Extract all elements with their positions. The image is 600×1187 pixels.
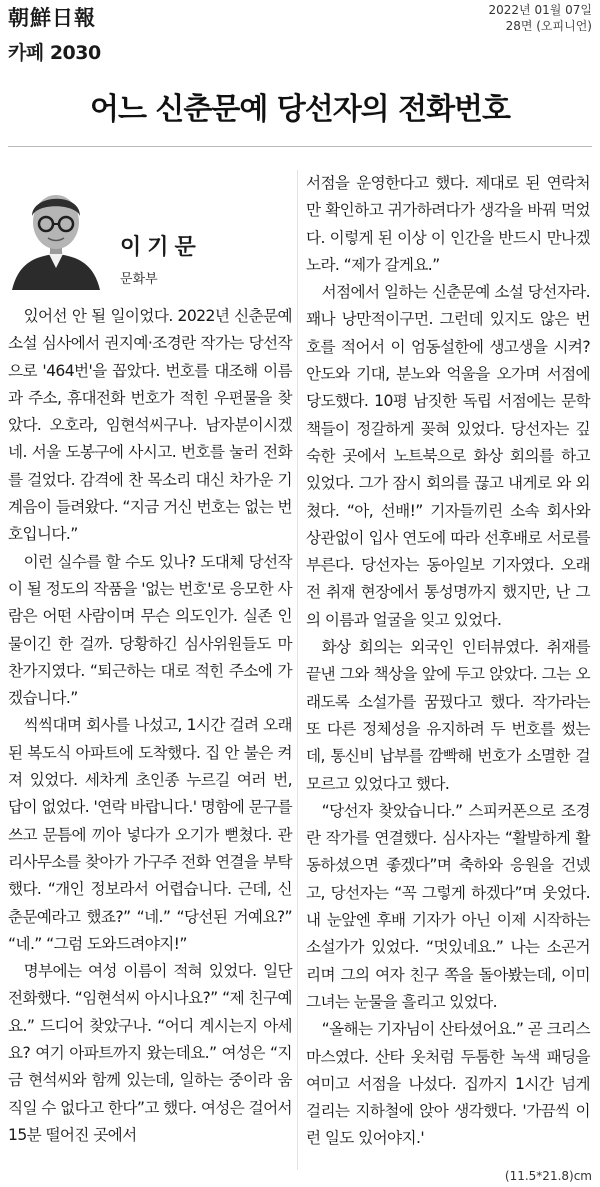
page-number: 28면 (오피니언) [505, 19, 592, 33]
body-paragraph: 명부에는 여성 이름이 적혀 있었다. 일단 전화했다. “임현석씨 아시나요?” “제 친구예요.” 드디어 찾았구나. “어디 계시는지 아세요? 여기 아파트까지 왔는데요.” 여성은 “지금 현석씨와 함께 있는데, 일하는 중이라 움직일 수 없다고 한다”고 했다. 여성은 걸어서 15분 떨어진 곳에서 [8, 962, 292, 1144]
author-byline [8, 176, 286, 292]
publication-date: 2022년 01월 07일 [488, 3, 592, 17]
body-paragraph: 서점을 운영한다고 했다. 제대로 된 연락처만 확인하고 귀가하려다가 생각을 바꿔 먹었다. 이렇게 된 이상 이 인간을 반드시 만나겠노라. “제가 갈게요.” [306, 174, 590, 274]
column-section-name: 카페 2030 [8, 42, 101, 64]
article-body-left-column [8, 303, 292, 1149]
dateline [489, 2, 592, 34]
body-paragraph: 있어선 안 될 일이었다. 2022년 신춘문예 소설 심사에서 권지예·조경란 작가는 당선작으로 '464번'을 꼽았다. 번호를 대조해 이름과 주소, 휴대전화 번호가 적힌 우편물을 찾았다. 오호라, 임현석씨구나. 남자분이시겠네. 서울 도봉구에 사시고. 번호를 눌러 전화를 걸었다. 감격에 찬 목소리 대신 차가운 기계음이 들려왔다. “지금 거신 번호는 없는 번호입니다.” [8, 307, 292, 544]
article-headline: 어느 신춘문예 당선자의 전화번호 [89, 92, 511, 127]
article-body-right-column [306, 170, 590, 1153]
headline-divider [8, 146, 592, 147]
newspaper-masthead: 朝鮮日報 [8, 5, 96, 30]
body-paragraph: 화상 회의는 외국인 인터뷰였다. 취재를 끝낸 그와 책상을 앞에 두고 앉았다. 그는 오래도록 소설가를 꿈꿨다고 했다. 작가라는 또 다른 정체성을 유지하려 두 번호를 썼는데, 통신비 납부를 깜빡해 번호가 소멸한 걸 모르고 있었다고 했다. [306, 638, 590, 793]
author-name: 이기문 [120, 235, 202, 260]
body-paragraph: 서점에서 일하는 신춘문예 소설 당선자라. 꽤나 낭만적이구먼. 그런데 있지도 않은 번호를 적어서 이 엄동설한에 생고생을 시켜? 안도와 기대, 분노와 억울을 오가며 서점에 당도했다. 10평 남짓한 독립 서점에는 문학 책들이 정갈하게 꽂혀 있었다. 당선자는 깊숙한 곳에서 노트북으로 화상 회의를 하고 있었다. 그가 잠시 회의를 끊고 내게로 와 외쳤다. “아, 선배!” 기자들끼린 소속 회사와 상관없이 입사 연도에 따라 선후배로 서로를 부른다. 당선자는 동아일보 기자였다. 오래전 취재 현장에서 통성명까지 했지만, 난 그의 이름과 얼굴을 잊고 있었다. [306, 283, 590, 629]
author-department: 문화부 [120, 272, 158, 287]
body-paragraph: “올해는 기자님이 산타셨어요.” 곧 크리스마스였다. 산타 옷처럼 두툼한 녹색 패딩을 여미고 서점을 나섰다. 집까지 1시간 넘게 걸리는 지하철에 앉아 생각했다. '가끔씩 이런 일도 있어야지.' [306, 1020, 590, 1148]
body-paragraph: 이런 실수를 할 수도 있나? 도대체 당선작이 될 정도의 작품을 '없는 번호'로 응모한 사람은 어떤 사람이며 무슨 의도인가. 실존 인물이긴 한 걸까. 당황하긴 심사위원들도 마찬가지였다. “퇴근하는 대로 적힌 주소에 가겠습니다.” [8, 552, 292, 708]
article-size-note: (11.5*21.8)cm [504, 1169, 592, 1183]
body-paragraph: “당선자 찾았습니다.” 스피커폰으로 조경란 작가를 연결했다. 심사자는 “활발하게 활동하셨으면 좋겠다”며 축하와 응원을 건넸고, 당선자는 “꼭 그렇게 하겠다”며 웃었다. 내 눈앞엔 후배 기자가 아닌 이제 시작하는 소설가가 있었다. “멋있네요.” 나는 소곤거리며 그의 여자 친구 쪽을 돌아봤는데, 이미 그녀는 눈물을 흘리고 있었다. [306, 801, 590, 1011]
column-divider [297, 170, 298, 1170]
author-photo [8, 180, 104, 290]
body-paragraph: 씩씩대며 회사를 나섰고, 1시간 걸려 오래된 복도식 아파트에 도착했다. 집 안 불은 켜져 있었다. 세차게 초인종 누르길 여러 번, 답이 없었다. '연락 바랍니다.' 명함에 문구를 쓰고 문틈에 끼아 넣다가 오기가 뻗쳤다. 관리사무소를 찾아가 가구주 전화 연결을 부탁했다. “개인 정보라서 어렵습니다. 근데, 신춘문예라고 했죠?” “네.” “당선된 거예요?” “네.” “그럼 도와드려야지!” [8, 716, 292, 953]
